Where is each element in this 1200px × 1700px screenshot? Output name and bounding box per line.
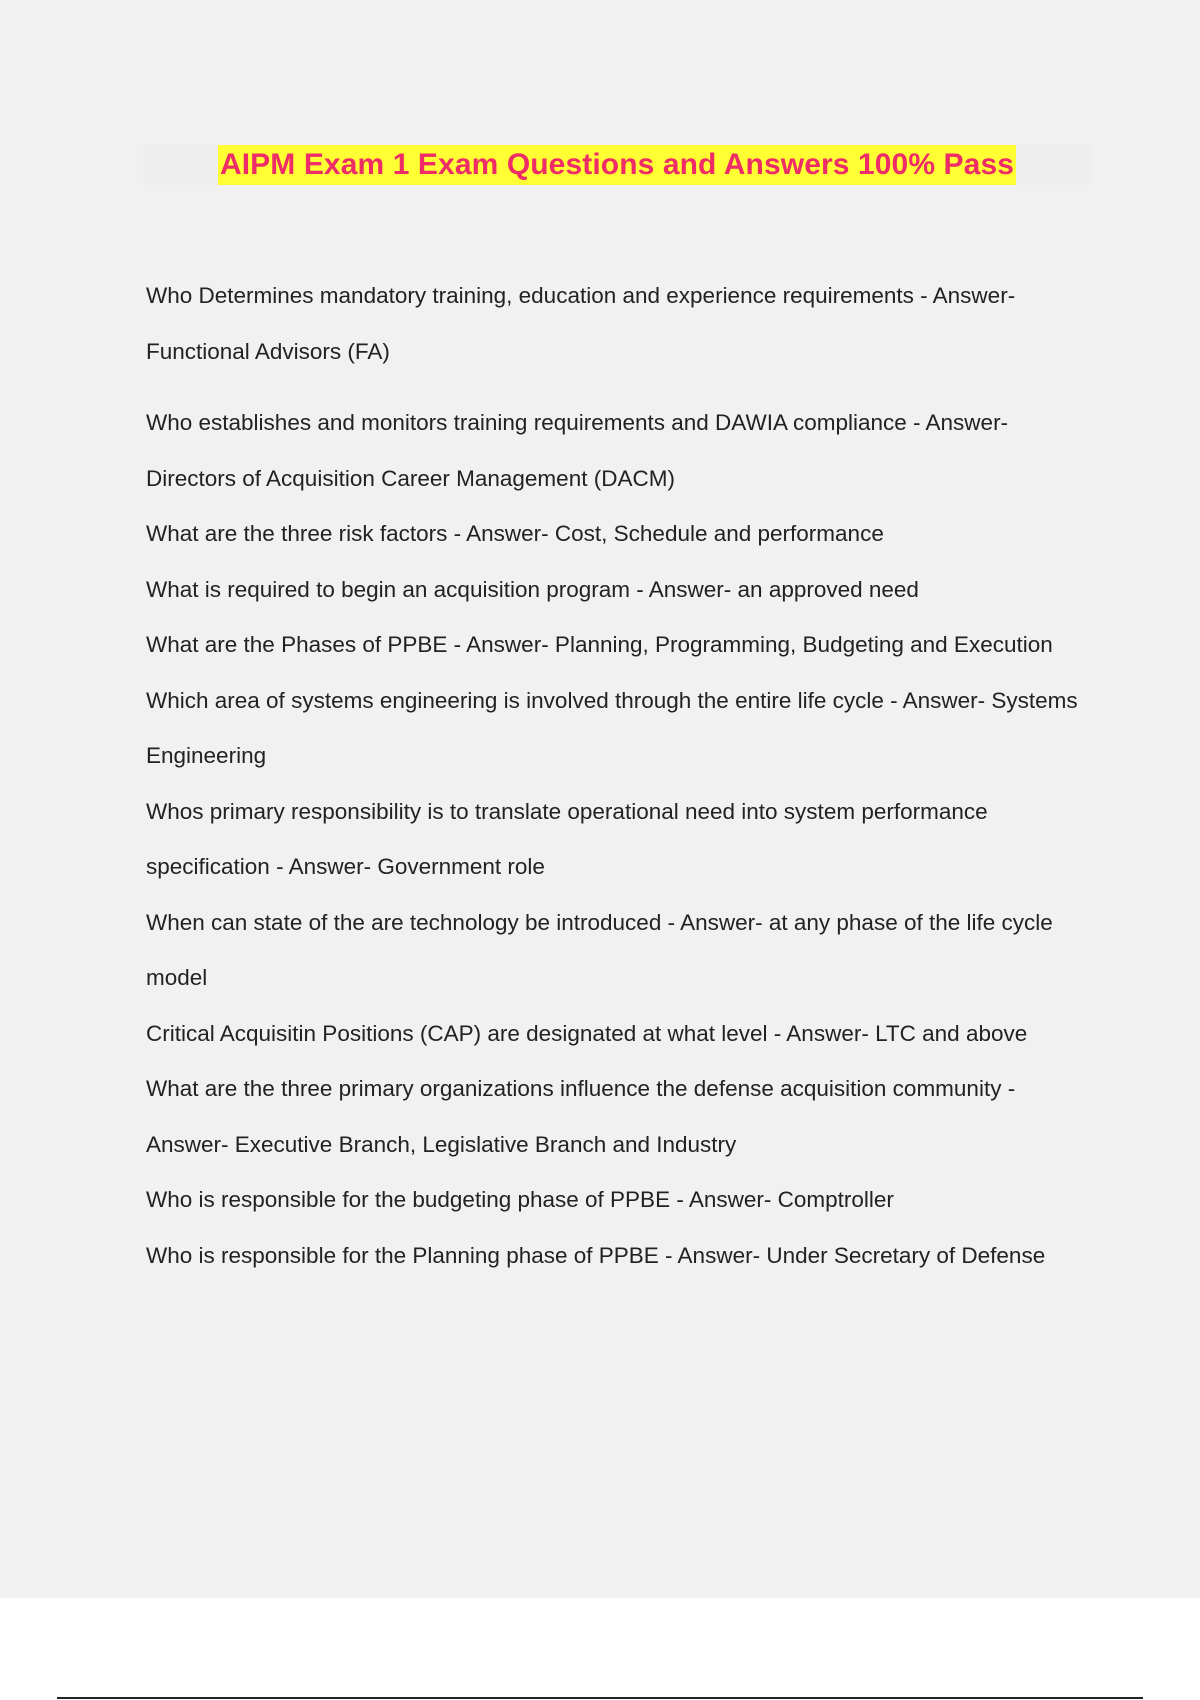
- qa-item: What is required to begin an acquisition program - Answer- an approved need: [146, 576, 919, 602]
- qa-item: Who establishes and monitors training requirements and DAWIA compliance - Answer- Directors of Acquisition Career Management (DACM): [146, 410, 1009, 491]
- qa-item: What are the three risk factors - Answer- Cost, Schedule and performance: [146, 521, 884, 546]
- qa-item: Critical Acquisitin Positions (CAP) are designated at what level - Answer- LTC and above: [146, 1020, 1028, 1046]
- qa-item: What are the three primary organizations influence the defense acquisition community - Answer- Executive Branch, Legislative Branch and Industry: [146, 1076, 1016, 1157]
- qa-item: Which area of systems engineering is involved through the entire life cycle - Answer- Systems Engineering: [146, 687, 1078, 768]
- qa-item: Who is responsible for the Planning phase of PPBE - Answer- Under Secretary of Defense: [146, 1242, 1046, 1268]
- qa-item: Whos primary responsibility is to translate operational need into system performance specification - Answer- Government role: [146, 798, 988, 879]
- qa-item: Who is responsible for the budgeting phase of PPBE - Answer- Comptroller: [146, 1187, 894, 1212]
- qa-item: When can state of the are technology be introduced - Answer- at any phase of the life cycle model: [146, 909, 1053, 990]
- qa-item: Who Determines mandatory training, education and experience requirements - Answer- Functional Advisors (FA): [146, 283, 1016, 364]
- qa-list: [146, 268, 1096, 1283]
- qa-item: What are the Phases of PPBE - Answer- Planning, Programming, Budgeting and Execution: [146, 632, 1053, 657]
- document-title: AIPM Exam 1 Exam Questions and Answers 100% Pass: [218, 145, 1016, 185]
- footer-divider: [57, 1697, 1143, 1699]
- title-band: [143, 145, 1091, 185]
